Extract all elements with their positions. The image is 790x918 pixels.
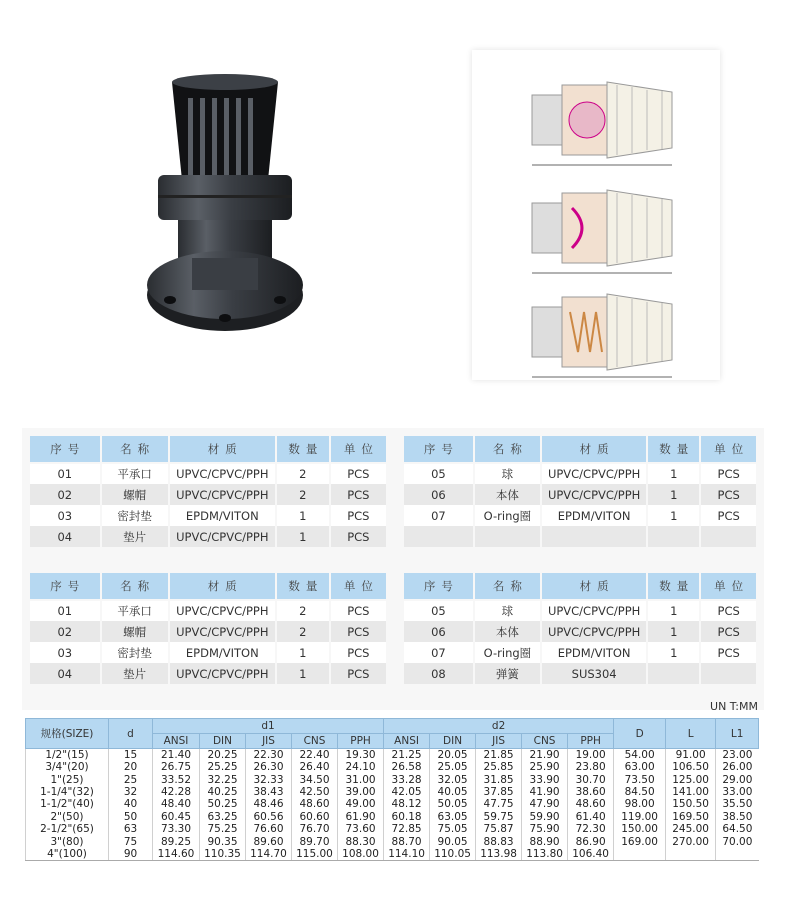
table-cell: 26.00	[716, 761, 759, 773]
table-cell: 密封垫	[101, 505, 169, 526]
parts-header-cell: 名称	[101, 572, 169, 600]
table-cell: 75.87	[476, 823, 522, 835]
table-cell: PCS	[700, 600, 757, 621]
table-cell: 61.40	[568, 811, 614, 823]
table-cell: 73.50	[614, 773, 666, 785]
table-cell: PCS	[330, 600, 387, 621]
table-cell: 42.50	[292, 786, 338, 798]
table-cell: 75.90	[522, 823, 568, 835]
d1-header: d1	[153, 719, 384, 734]
L-header: L	[666, 719, 716, 749]
table-row	[29, 505, 387, 526]
parts-header-cell: 名称	[474, 435, 541, 463]
table-cell: 47.75	[476, 798, 522, 810]
table-cell: 48.40	[153, 798, 200, 810]
technical-diagrams-panel	[472, 50, 720, 380]
parts-header-cell: 序号	[29, 572, 101, 600]
table-cell: EPDM/VITON	[169, 642, 276, 663]
table-cell: 08	[403, 663, 474, 684]
parts-header-cell: 序号	[29, 435, 101, 463]
parts-header-cell: 单位	[330, 572, 387, 600]
table-row	[29, 484, 387, 505]
parts-header-cell: 名称	[474, 572, 541, 600]
table-cell: 60.56	[246, 811, 292, 823]
table-cell: 25.05	[430, 761, 476, 773]
table-cell: 60.18	[384, 811, 430, 823]
table-cell: 114.60	[153, 848, 200, 861]
table-cell: 89.60	[246, 835, 292, 847]
cross-section-diagram-spring	[522, 282, 692, 382]
table-cell: 平承口	[101, 600, 169, 621]
table-cell	[666, 848, 716, 861]
parts-header-cell: 材质	[169, 572, 276, 600]
table-cell: 40	[109, 798, 153, 810]
table-cell: 150.50	[666, 798, 716, 810]
table-cell: 32	[109, 786, 153, 798]
table-cell: 21.25	[384, 749, 430, 762]
table-cell: 4"(100)	[26, 848, 109, 861]
table-cell: UPVC/CPVC/PPH	[169, 526, 276, 547]
table-cell: 88.90	[522, 835, 568, 847]
table-cell: 63.25	[200, 811, 246, 823]
standard-header: PPH	[338, 734, 384, 749]
table-row	[26, 773, 759, 785]
table-cell: 50.25	[200, 798, 246, 810]
table-row	[403, 484, 757, 505]
table-cell: 70.00	[716, 835, 759, 847]
table-cell: 2"(50)	[26, 811, 109, 823]
table-cell: 螺帽	[101, 484, 169, 505]
parts-header-cell: 单位	[700, 435, 757, 463]
table-cell: PCS	[700, 463, 757, 484]
table-cell: 49.00	[338, 798, 384, 810]
table-cell: O-ring圈	[474, 642, 541, 663]
table-cell: 2	[276, 463, 330, 484]
table-cell: 245.00	[666, 823, 716, 835]
table-cell: 25.25	[200, 761, 246, 773]
table-cell: 48.60	[568, 798, 614, 810]
D-header: D	[614, 719, 666, 749]
table-cell: 90	[109, 848, 153, 861]
table-cell: 垫片	[101, 663, 169, 684]
table-cell: 3"(80)	[26, 835, 109, 847]
table-cell: 1/2"(15)	[26, 749, 109, 762]
table-cell: 35.50	[716, 798, 759, 810]
table-cell: 螺帽	[101, 621, 169, 642]
spec-table	[25, 718, 759, 861]
parts-header-cell: 数量	[276, 572, 330, 600]
table-cell: 07	[403, 642, 474, 663]
L1-header: L1	[716, 719, 759, 749]
table-cell: 60.45	[153, 811, 200, 823]
table-cell: 33.00	[716, 786, 759, 798]
table-cell: PCS	[700, 621, 757, 642]
parts-table-4	[402, 571, 758, 684]
table-cell: UPVC/CPVC/PPH	[169, 600, 276, 621]
table-row	[26, 798, 759, 810]
parts-header-cell: 序号	[403, 435, 474, 463]
standard-header: CNS	[522, 734, 568, 749]
parts-header-cell: 序号	[403, 572, 474, 600]
table-cell: 34.50	[292, 773, 338, 785]
product-photo	[130, 70, 320, 355]
d-header: d	[109, 719, 153, 749]
table-cell: 114.10	[384, 848, 430, 861]
table-cell: UPVC/CPVC/PPH	[541, 600, 647, 621]
table-cell: 33.90	[522, 773, 568, 785]
table-cell: 75.05	[430, 823, 476, 835]
table-cell: 73.30	[153, 823, 200, 835]
table-cell: UPVC/CPVC/PPH	[169, 484, 276, 505]
table-cell: 88.70	[384, 835, 430, 847]
table-cell: 1-1/2"(40)	[26, 798, 109, 810]
table-cell: PCS	[330, 505, 387, 526]
table-row	[403, 505, 757, 526]
table-cell: 63.00	[614, 761, 666, 773]
table-cell: 47.90	[522, 798, 568, 810]
table-cell: 91.00	[666, 749, 716, 762]
table-row	[29, 663, 387, 684]
table-cell: 20.05	[430, 749, 476, 762]
table-cell: 76.60	[246, 823, 292, 835]
table-cell: 30.70	[568, 773, 614, 785]
table-cell: EPDM/VITON	[541, 505, 647, 526]
table-cell	[700, 526, 757, 547]
table-cell	[700, 663, 757, 684]
table-row	[26, 848, 759, 861]
table-cell: 60.60	[292, 811, 338, 823]
table-cell: 54.00	[614, 749, 666, 762]
table-cell: 41.90	[522, 786, 568, 798]
table-row	[26, 823, 759, 835]
table-cell: 50.05	[430, 798, 476, 810]
standard-header: DIN	[430, 734, 476, 749]
table-cell: PCS	[700, 642, 757, 663]
table-cell: 86.90	[568, 835, 614, 847]
table-cell: 1	[647, 642, 700, 663]
table-cell: 01	[29, 600, 101, 621]
table-cell: 89.25	[153, 835, 200, 847]
table-cell	[716, 848, 759, 861]
table-cell: 63	[109, 823, 153, 835]
table-row	[26, 835, 759, 847]
table-cell: 球	[474, 463, 541, 484]
table-cell: 59.90	[522, 811, 568, 823]
standard-header: ANSI	[384, 734, 430, 749]
table-cell: 21.40	[153, 749, 200, 762]
table-cell: UPVC/CPVC/PPH	[169, 463, 276, 484]
table-cell: 38.60	[568, 786, 614, 798]
table-cell: 90.05	[430, 835, 476, 847]
table-cell: 本体	[474, 621, 541, 642]
table-cell: 48.60	[292, 798, 338, 810]
table-cell	[403, 526, 474, 547]
table-cell: 40.05	[430, 786, 476, 798]
table-cell: 2-1/2"(65)	[26, 823, 109, 835]
table-cell: 22.40	[292, 749, 338, 762]
table-cell: 2	[276, 484, 330, 505]
table-cell	[474, 526, 541, 547]
table-row	[26, 786, 759, 798]
table-cell: 本体	[474, 484, 541, 505]
table-cell: 26.30	[246, 761, 292, 773]
table-row	[29, 621, 387, 642]
standard-header: CNS	[292, 734, 338, 749]
table-cell: 22.30	[246, 749, 292, 762]
table-cell: 19.30	[338, 749, 384, 762]
table-row	[403, 621, 757, 642]
table-cell: 15	[109, 749, 153, 762]
table-cell: 38.43	[246, 786, 292, 798]
cross-section-diagram-ball	[522, 70, 692, 170]
table-cell: 1	[647, 505, 700, 526]
table-cell: EPDM/VITON	[169, 505, 276, 526]
table-row	[403, 600, 757, 621]
table-cell: 平承口	[101, 463, 169, 484]
table-cell: 02	[29, 484, 101, 505]
table-cell: 04	[29, 526, 101, 547]
table-cell: 1	[276, 505, 330, 526]
table-cell: 2	[276, 621, 330, 642]
table-cell: 1	[647, 463, 700, 484]
table-cell: 72.30	[568, 823, 614, 835]
table-cell: 39.00	[338, 786, 384, 798]
table-cell: 110.35	[200, 848, 246, 861]
table-cell: 98.00	[614, 798, 666, 810]
table-cell: 3/4"(20)	[26, 761, 109, 773]
table-cell: 密封垫	[101, 642, 169, 663]
table-cell: 110.05	[430, 848, 476, 861]
standard-header: JIS	[246, 734, 292, 749]
table-cell: UPVC/CPVC/PPH	[169, 621, 276, 642]
table-cell: 32.25	[200, 773, 246, 785]
table-cell: PCS	[330, 663, 387, 684]
table-row	[29, 526, 387, 547]
table-cell: 72.85	[384, 823, 430, 835]
table-row	[26, 761, 759, 773]
table-cell: 42.05	[384, 786, 430, 798]
table-cell: SUS304	[541, 663, 647, 684]
table-cell: PCS	[330, 526, 387, 547]
table-cell: 115.00	[292, 848, 338, 861]
table-cell: 88.83	[476, 835, 522, 847]
table-cell: 37.85	[476, 786, 522, 798]
table-cell: 1"(25)	[26, 773, 109, 785]
table-row	[29, 600, 387, 621]
table-cell: 48.46	[246, 798, 292, 810]
table-cell: 23.00	[716, 749, 759, 762]
table-cell: 141.00	[666, 786, 716, 798]
table-cell	[647, 526, 700, 547]
table-cell: 42.28	[153, 786, 200, 798]
table-cell: UPVC/CPVC/PPH	[541, 484, 647, 505]
table-cell: 1	[276, 663, 330, 684]
table-cell: 1	[276, 526, 330, 547]
table-cell: PCS	[330, 463, 387, 484]
table-cell: O-ring圈	[474, 505, 541, 526]
table-cell: 05	[403, 463, 474, 484]
table-cell: 89.70	[292, 835, 338, 847]
table-cell: 04	[29, 663, 101, 684]
table-cell: PCS	[330, 484, 387, 505]
table-cell: 48.12	[384, 798, 430, 810]
table-cell: 26.40	[292, 761, 338, 773]
standard-header: JIS	[476, 734, 522, 749]
table-cell: 1	[647, 600, 700, 621]
table-cell: 20.25	[200, 749, 246, 762]
parts-header-cell: 名称	[101, 435, 169, 463]
table-cell: 02	[29, 621, 101, 642]
cross-section-diagram-disc	[522, 178, 692, 278]
table-cell: 31.00	[338, 773, 384, 785]
parts-header-cell: 数量	[647, 435, 700, 463]
parts-header-cell: 数量	[647, 572, 700, 600]
table-cell	[647, 663, 700, 684]
table-cell: 76.70	[292, 823, 338, 835]
table-cell: 150.00	[614, 823, 666, 835]
table-cell: 03	[29, 505, 101, 526]
table-cell: 球	[474, 600, 541, 621]
parts-header-cell: 单位	[330, 435, 387, 463]
table-cell: UPVC/CPVC/PPH	[541, 621, 647, 642]
table-cell: 07	[403, 505, 474, 526]
table-cell: 88.30	[338, 835, 384, 847]
table-cell: 25.85	[476, 761, 522, 773]
table-row	[403, 463, 757, 484]
table-cell: 114.70	[246, 848, 292, 861]
table-cell: 75.25	[200, 823, 246, 835]
parts-table-1	[28, 434, 388, 547]
table-cell: 61.90	[338, 811, 384, 823]
table-cell: 2	[276, 600, 330, 621]
table-row	[26, 749, 759, 762]
table-cell: 113.80	[522, 848, 568, 861]
table-cell: PCS	[700, 505, 757, 526]
d2-header: d2	[384, 719, 614, 734]
table-cell: 84.50	[614, 786, 666, 798]
table-cell: 169.50	[666, 811, 716, 823]
table-cell: 05	[403, 600, 474, 621]
table-cell: UPVC/CPVC/PPH	[541, 463, 647, 484]
table-cell	[541, 526, 647, 547]
table-cell: 64.50	[716, 823, 759, 835]
table-cell: 169.00	[614, 835, 666, 847]
table-cell: PCS	[330, 621, 387, 642]
table-cell: PCS	[700, 484, 757, 505]
table-cell: 25.90	[522, 761, 568, 773]
parts-header-cell: 材质	[169, 435, 276, 463]
parts-table-2	[402, 434, 758, 547]
table-cell: 32.33	[246, 773, 292, 785]
standard-header: ANSI	[153, 734, 200, 749]
table-cell: 26.58	[384, 761, 430, 773]
size-header: 规格(SIZE)	[26, 719, 109, 749]
table-cell: 20	[109, 761, 153, 773]
table-row	[29, 463, 387, 484]
table-cell: 106.40	[568, 848, 614, 861]
table-cell: 63.05	[430, 811, 476, 823]
table-cell: 1	[647, 484, 700, 505]
table-cell: 50	[109, 811, 153, 823]
table-row	[29, 642, 387, 663]
table-row	[403, 642, 757, 663]
table-cell: 119.00	[614, 811, 666, 823]
table-cell: 1-1/4"(32)	[26, 786, 109, 798]
parts-header-cell: 单位	[700, 572, 757, 600]
table-cell: 75	[109, 835, 153, 847]
table-cell: 03	[29, 642, 101, 663]
table-cell: 33.52	[153, 773, 200, 785]
table-cell: 59.75	[476, 811, 522, 823]
table-cell: 33.28	[384, 773, 430, 785]
parts-table-3	[28, 571, 388, 684]
parts-header-cell: 材质	[541, 572, 647, 600]
table-cell: 26.75	[153, 761, 200, 773]
table-cell: 1	[647, 621, 700, 642]
unit-note: UN T:MM	[710, 700, 758, 713]
table-cell: 弹簧	[474, 663, 541, 684]
table-row	[403, 526, 757, 547]
table-cell: UPVC/CPVC/PPH	[169, 663, 276, 684]
table-cell: EPDM/VITON	[541, 642, 647, 663]
table-cell: 90.35	[200, 835, 246, 847]
table-cell: 23.80	[568, 761, 614, 773]
parts-header-cell: 材质	[541, 435, 647, 463]
table-cell: 113.98	[476, 848, 522, 861]
table-cell: 1	[276, 642, 330, 663]
table-cell: 270.00	[666, 835, 716, 847]
parts-header-cell: 数量	[276, 435, 330, 463]
table-cell: 06	[403, 484, 474, 505]
table-cell: 125.00	[666, 773, 716, 785]
table-cell: 24.10	[338, 761, 384, 773]
table-row	[403, 663, 757, 684]
table-cell: 21.85	[476, 749, 522, 762]
table-cell: 25	[109, 773, 153, 785]
table-cell: 垫片	[101, 526, 169, 547]
standard-header: DIN	[200, 734, 246, 749]
table-cell: 06	[403, 621, 474, 642]
table-cell: 19.00	[568, 749, 614, 762]
table-cell: 32.05	[430, 773, 476, 785]
table-cell: 29.00	[716, 773, 759, 785]
table-cell: 38.50	[716, 811, 759, 823]
table-cell: PCS	[330, 642, 387, 663]
table-cell: 106.50	[666, 761, 716, 773]
table-cell: 21.90	[522, 749, 568, 762]
table-cell: 31.85	[476, 773, 522, 785]
table-cell: 108.00	[338, 848, 384, 861]
table-cell: 73.60	[338, 823, 384, 835]
table-cell	[614, 848, 666, 861]
table-row	[26, 811, 759, 823]
table-cell: 01	[29, 463, 101, 484]
standard-header: PPH	[568, 734, 614, 749]
table-cell: 40.25	[200, 786, 246, 798]
